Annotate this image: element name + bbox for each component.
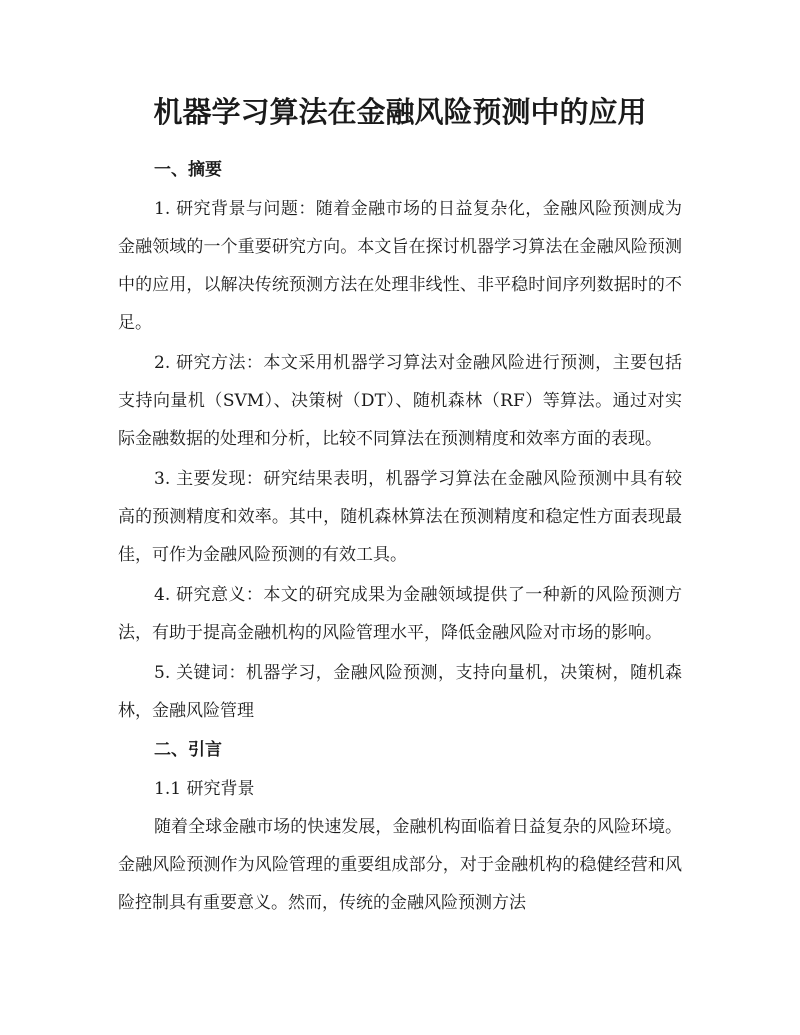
abstract-item-significance: 4. 研究意义：本文的研究成果为金融领域提供了一种新的风险预测方法，有助于提高金融机构的风险管理水平，降低金融风险对市场的影响。: [118, 585, 682, 643]
abstract-item-method: 2. 研究方法：本文采用机器学习算法对金融风险进行预测，主要包括支持向量机（SVM）、决策树（DT）、随机森林（RF）等算法。通过对实际金融数据的处理和分析，比较不同算法在预测精度和效率方面的表现。: [118, 353, 682, 449]
abstract-item-keywords: 5. 关键词：机器学习，金融风险预测，支持向量机，决策树，随机森林，金融风险管理: [118, 663, 682, 721]
introduction-paragraph: 随着全球金融市场的快速发展，金融机构面临着日益复杂的风险环境。金融风险预测作为风险管理的重要组成部分，对于金融机构的稳健经营和风险控制具有重要意义。然而，传统的金融风险预测方法: [118, 817, 682, 913]
document-title: 机器学习算法在金融风险预测中的应用: [153, 95, 647, 129]
subsection-heading-background: 1.1 研究背景: [154, 779, 255, 799]
document-page: [118, 88, 682, 922]
abstract-item-findings: 3. 主要发现：研究结果表明，机器学习算法在金融风险预测中具有较高的预测精度和效率。其中，随机森林算法在预测精度和稳定性方面表现最佳，可作为金融风险预测的有效工具。: [118, 469, 682, 565]
section-heading-abstract: 一、摘要: [154, 160, 222, 180]
section-heading-introduction: 二、引言: [154, 740, 222, 760]
abstract-item-background: 1. 研究背景与问题：随着金融市场的日益复杂化，金融风险预测成为金融领域的一个重要研究方向。本文旨在探讨机器学习算法在金融风险预测中的应用，以解决传统预测方法在处理非线性、非平稳时间序列数据时的不足。: [118, 199, 682, 333]
